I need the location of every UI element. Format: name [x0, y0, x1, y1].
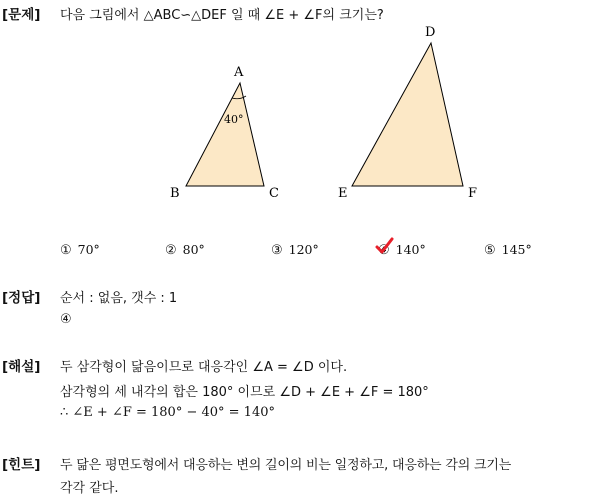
answer-label: [정답]	[2, 290, 41, 306]
solution-line-1: 두 삼각형이 닮음이므로 대응각인 ∠A = ∠D 이다.	[60, 360, 348, 375]
choice-5-value: 145°	[501, 242, 532, 257]
choice-3-value: 120°	[288, 242, 319, 257]
checkmark-icon	[374, 236, 394, 256]
vertex-a-label: A	[234, 65, 244, 80]
problem-label: [문제]	[2, 7, 41, 23]
choice-3-number: ③	[271, 243, 283, 258]
vertex-b-label: B	[170, 186, 180, 201]
choice-1[interactable]	[60, 242, 100, 258]
vertex-d-label: D	[425, 25, 436, 40]
hint-line-1: 두 닮은 평면도형에서 대응하는 변의 길이의 비는 일정하고, 대응하는 각의 크기는	[60, 458, 512, 473]
choice-2-number: ②	[165, 243, 177, 258]
similar-triangles-figure	[0, 0, 591, 230]
vertex-f-label: F	[468, 186, 478, 201]
vertex-e-label: E	[338, 186, 348, 201]
solution-label: [해설]	[2, 359, 41, 375]
choice-2-value: 80°	[182, 242, 205, 257]
solution-line-3: ∴ ∠E + ∠F = 180° − 40° = 140°	[60, 405, 275, 420]
choice-5[interactable]	[484, 242, 532, 258]
hint-label: [힌트]	[2, 457, 41, 473]
vertex-c-label: C	[269, 186, 279, 201]
choice-1-value: 70°	[77, 242, 100, 257]
hint-line-2: 각각 같다.	[60, 481, 119, 496]
choice-2[interactable]	[165, 242, 205, 258]
answer-line-2: ④	[60, 312, 72, 327]
triangle-abc-shape	[186, 83, 264, 186]
choice-4[interactable]	[378, 242, 426, 258]
choice-3[interactable]	[271, 242, 319, 258]
solution-line-2: 삼각형의 세 내각의 합은 180° 이므로 ∠D + ∠E + ∠F = 180°	[60, 385, 429, 400]
choice-4-number: ④	[378, 243, 390, 258]
triangle-def	[338, 25, 477, 201]
choice-4-value: 140°	[395, 242, 426, 257]
problem-text: 다음 그림에서 △ABC∽△DEF 일 때 ∠E + ∠F의 크기는?	[60, 8, 384, 23]
angle-a-label: 40°	[224, 113, 244, 126]
choice-1-number: ①	[60, 243, 72, 258]
triangle-def-shape	[352, 43, 463, 186]
choice-5-number: ⑤	[484, 243, 496, 258]
triangle-abc	[170, 65, 279, 201]
answer-line-1: 순서 : 없음, 갯수 : 1	[60, 291, 178, 306]
